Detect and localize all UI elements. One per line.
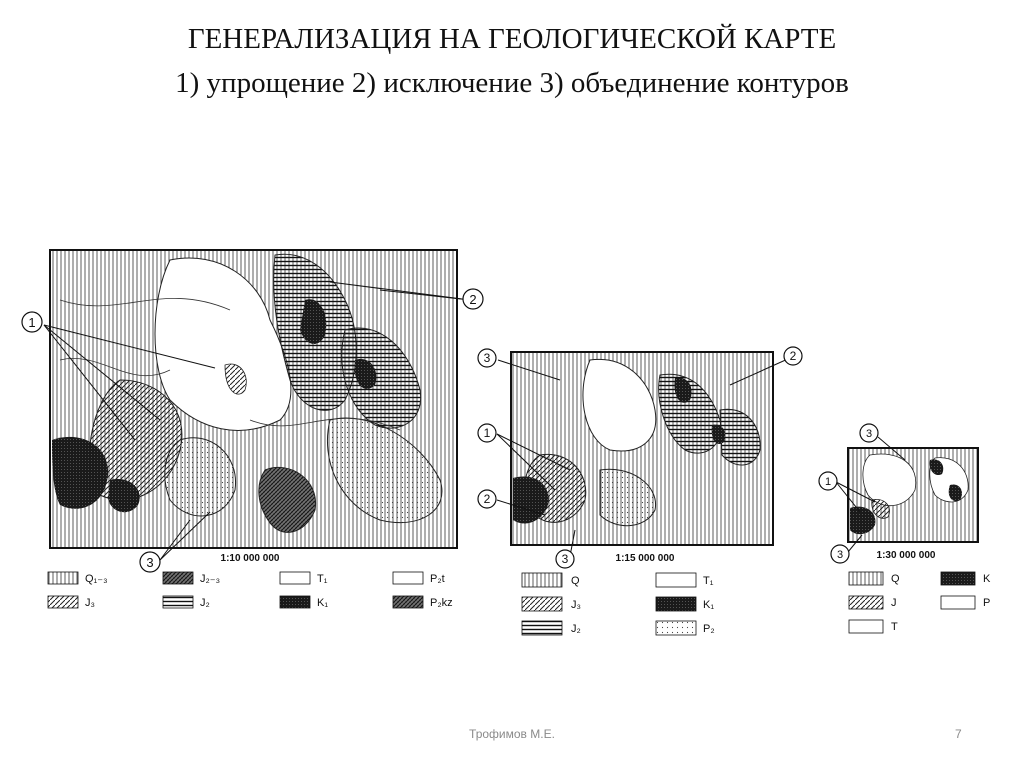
legend-1-swatch-j23 [163,572,193,584]
legend-1-label-p2t: P₂t [430,573,445,585]
legend-1-label-j3: J₃ [85,597,95,609]
legend-1-label-j2: J₂ [200,597,210,609]
legend-3-swatch-t [849,620,883,633]
legend-3-label-k: K [983,573,991,585]
legend-2-swatch-j2 [522,621,562,635]
legend-1-swatch-p2t [393,572,423,584]
map-3-callout-3a: 3 [865,428,873,440]
legend-3-swatch-p [941,596,975,609]
legend-3-swatch-j [849,596,883,609]
legend-2-label-q: Q [571,575,580,587]
legend-2-label-j2: J₂ [571,623,581,635]
legend-2-swatch-p2 [656,621,696,635]
legend-1-swatch-j2 [163,596,193,608]
map-3-callout-1: 1 [824,476,832,488]
map-1-callout-1: 1 [28,315,36,330]
legend-1-label-q: Q₁₋₃ [85,573,108,585]
map-1-scale: 1:10 000 000 [220,553,280,564]
slide-subtitle: 1) упрощение 2) исключение 3) объединение контуров [175,67,849,99]
map-2-scale: 1:15 000 000 [615,553,675,564]
map-1 [22,250,483,609]
legend-2-swatch-k1 [656,597,696,611]
slide-title: ГЕНЕРАЛИЗАЦИЯ НА ГЕОЛОГИЧЕСКОЙ КАРТЕ [187,23,837,55]
map-2-callout-3a: 3 [483,351,491,365]
legend-1-label-t1: T₁ [317,573,328,585]
legend-1-swatch-j3 [48,596,78,608]
map-1-callout-3: 3 [146,555,154,570]
page-number: 7 [955,727,962,741]
map-2-callout-1: 1 [483,426,491,440]
legend-2-label-t1: T₁ [703,575,714,587]
legend-3-label-q: Q [891,573,900,585]
legend-2-label-j3: J₃ [571,599,581,611]
map-2-callout-2a: 2 [789,349,797,363]
legend-2-label-p2: P₂ [703,623,715,635]
map-3 [819,424,991,633]
legend-3-swatch-k [941,572,975,585]
legend-3-label-p: P [983,597,991,609]
map-2-callout-2b: 2 [483,492,491,506]
legend-1-swatch-t1 [280,572,310,584]
legend-1-label-p2kz: P₂kz [430,597,453,609]
map-1-callout-2: 2 [469,292,477,307]
legend-3-label-t: T [891,621,898,633]
legend-1-swatch-k1 [280,596,310,608]
legend-2-swatch-t1 [656,573,696,587]
map-3-callout-3b: 3 [836,549,844,561]
legend-2-label-k1: K₁ [703,599,715,611]
legend-1-label-j23: J₂₋₃ [200,573,221,585]
legend-2-swatch-j3 [522,597,562,611]
footer-author: Трофимов М.Е. [469,727,555,741]
map-2 [478,347,802,635]
legend-1-swatch-q [48,572,78,584]
legend-3-swatch-q [849,572,883,585]
legend-3-label-j: J [891,597,897,609]
map-2-callout-3b: 3 [561,552,569,566]
legend-1-label-k1: K₁ [317,597,329,609]
legend-1-swatch-p2kz [393,596,423,608]
legend-2-swatch-q [522,573,562,587]
map-3-scale: 1:30 000 000 [876,550,936,561]
